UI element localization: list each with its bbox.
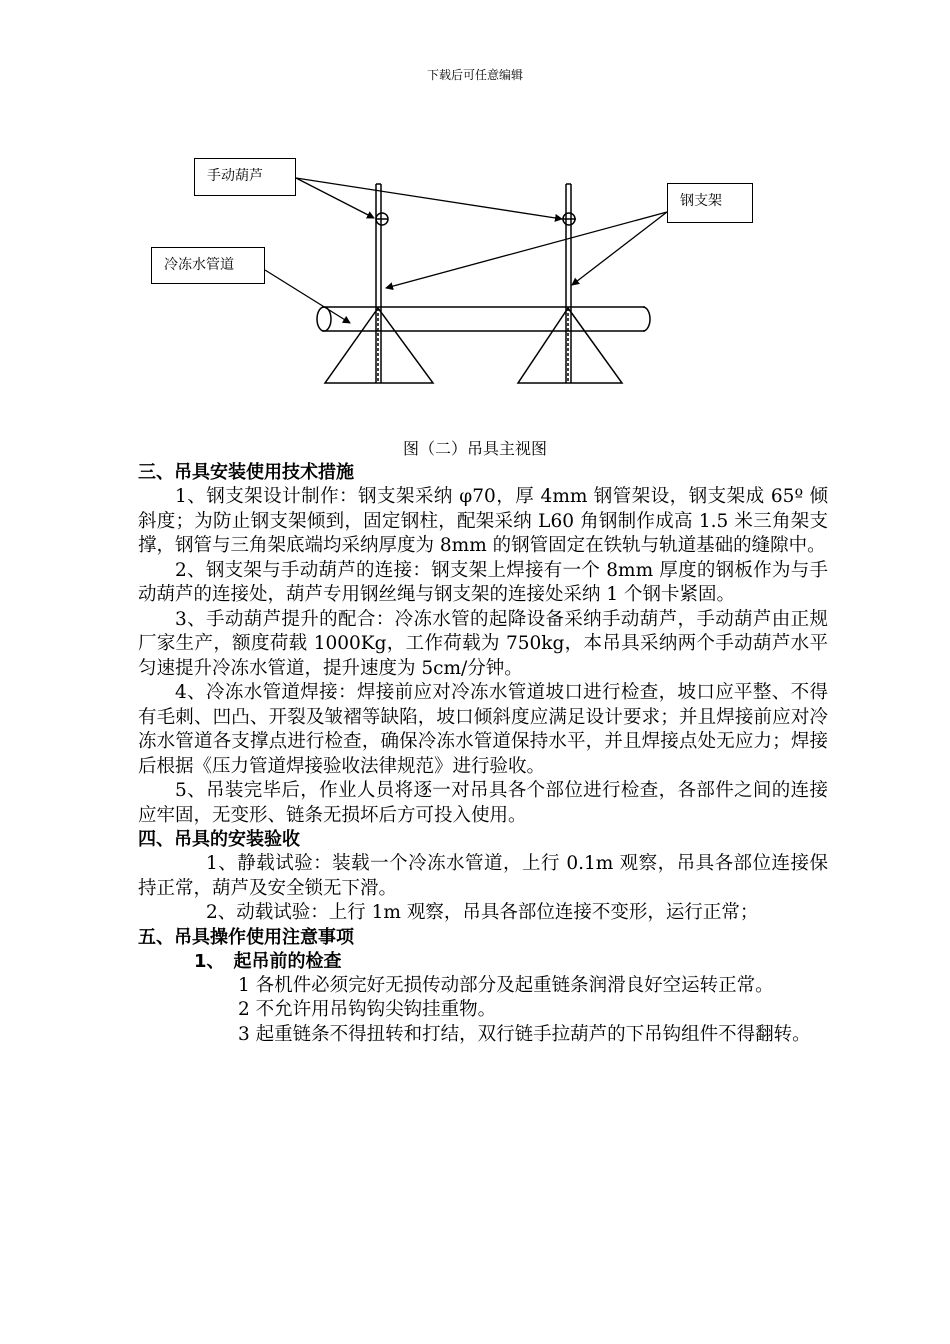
label-pipe: 冷冻水管道 [151,247,265,284]
left-triangle-frame [325,308,433,383]
arrow-frame-right [572,212,667,285]
s3-paragraph-3: 3、手动葫芦提升的配合：冷冻水管的起降设备采纳手动葫芦，手动葫芦由正规厂家生产，额度荷载 1000Kg，工作荷载为 750kg，本吊具采纳两个手动葫芦水平匀速提升冷冻水管道，提升速度为 5cm/分钟。 [138,608,828,679]
section-5-title: 五、吊具操作使用注意事项 [138,926,354,948]
arrow-pipe [265,270,350,323]
hoist-diagram [0,0,950,430]
label-steel-frame: 钢支架 [667,183,753,223]
right-triangle-frame [518,308,622,383]
label-hoist: 手动葫芦 [194,158,296,196]
s3-paragraph-5: 5、吊装完毕后，作业人员将逐一对吊具各个部位进行检查，各部件之间的连接应牢固，无变形、链条无损坏后方可投入使用。 [138,780,828,826]
section-4-title: 四、吊具的安装验收 [138,829,300,850]
s3-paragraph-4: 4、冷冻水管道焊接：焊接前应对冷冻水管道坡口进行检查，坡口应平整、不得有毛刺、凹凸、开裂及皱褶等缺陷，坡口倾斜度应满足设计要求；并且焊接前应对冷冻水管道各支撑点进行检查，确保冷冻水管道保持水平，并且焊接点处无应力；焊接后根据《压力管道焊接验收法律规范》进行验收。 [138,682,828,777]
section-5-subtitle: 1、 起吊前的检查 [194,950,342,972]
s4-paragraph-2: 2、动载试验：上行 1m 观察，吊具各部位连接不变形，运行正常； [206,902,759,923]
pipe-right-end [643,307,650,331]
section-3 [138,461,828,1047]
s3-paragraph-2: 2、钢支架与手动葫芦的连接：钢支架上焊接有一个 8mm 厚度的钢板作为与手动葫芦的连接处，葫芦专用钢丝绳与钢支架的连接处采纳 1 个钢卡紧固。 [138,559,828,605]
s4-paragraph-1: 1、静载试验：装载一个冷冻水管道，上行 0.1m 观察，吊具各部位连接保持正常，葫芦及安全锁无下滑。 [138,853,828,899]
section-3-title: 三、吊具安装使用技术措施 [138,462,354,483]
s5-item-1: 1 各机件必须完好无损传动部分及起重链条润滑良好空运转正常。 [238,974,774,996]
page-header: 下载后可任意编辑 [426,68,523,82]
s3-paragraph-1: 1、钢支架设计制作：钢支架采纳 φ70，厚 4mm 钢管架设，钢支架成 65º 倾斜度；为防止钢支架倾到，固定钢柱，配架采纳 L60 角钢制作成高 1.5 米三角架支撑，钢管与三角架底端均采纳厚度为 8mm 的钢管固定在铁轨与轨道基础的缝隙中。 [138,486,828,556]
s5-item-3: 3 起重链条不得扭转和打结，双行链手拉葫芦的下吊钩组件不得翻转。 [238,1023,811,1045]
arrow-frame-left [386,212,667,288]
figure-caption: 图（二）吊具主视图 [402,439,547,458]
s5-item-2: 2 不允许用吊钩钩尖钩挂重物。 [238,999,497,1020]
